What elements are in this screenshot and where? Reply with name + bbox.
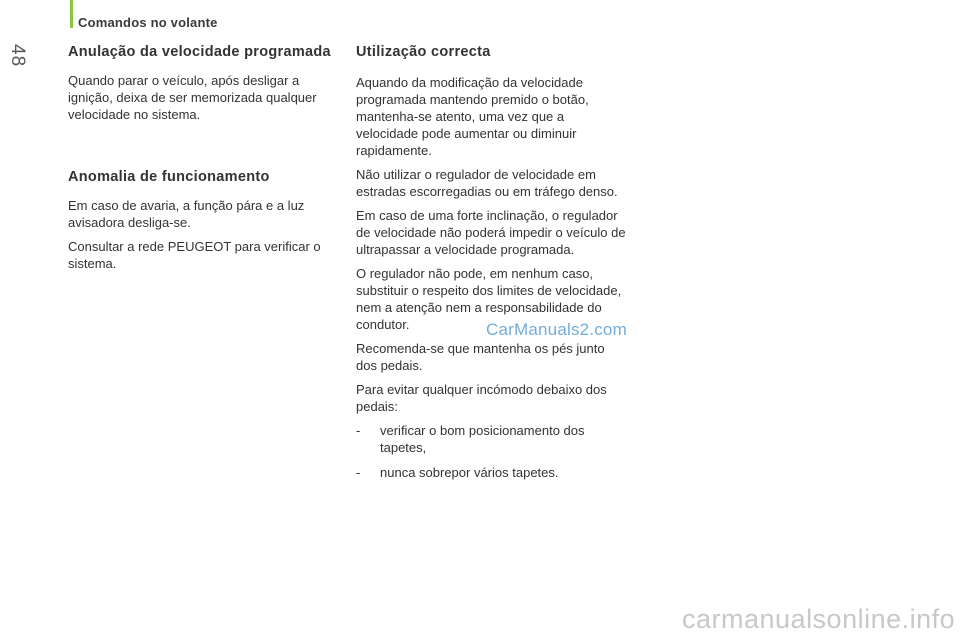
bullet-list: [356, 422, 628, 481]
list-item: [356, 464, 628, 481]
paragraph: Aquando da modificação da velocidade programada mantendo premido o botão, mantenha-se atento, uma vez que a velocidade pode aumentar ou diminuir rapidamente.: [356, 75, 589, 158]
watermark-carmanuals2: CarManuals2.com: [486, 320, 627, 339]
list-item: [356, 422, 628, 456]
paragraph: Não utilizar o regulador de velocidade em estradas escorregadias ou em tráfego denso.: [356, 167, 618, 199]
section-malfunction: [68, 169, 340, 272]
dash-bullet: -: [356, 423, 361, 438]
paragraph: Recomenda-se que mantenha os pés junto dos pedais.: [356, 341, 605, 373]
list-item-text: nunca sobrepor vários tapetes.: [380, 465, 559, 480]
section-speed-cancel: [68, 44, 340, 123]
section-title-malfunction: Anomalia de funcionamento: [68, 169, 270, 185]
header-accent-bar: [70, 0, 73, 28]
watermark-carmanualsonline: carmanualsonline.info: [682, 604, 956, 634]
section-title-correct-use: Utilização correcta: [356, 44, 491, 60]
paragraph: Em caso de avaria, a função pára e a luz avisadora desliga-se.: [68, 198, 305, 230]
paragraph: Em caso de uma forte inclinação, o regulador de velocidade não poderá impedir o veículo de ultrapassar a velocidade programada.: [356, 208, 626, 257]
section-title-speed-cancel: Anulação da velocidade programada: [68, 44, 331, 60]
list-item-text: verificar o bom posicionamento dos tapetes,: [380, 423, 585, 455]
left-column: [68, 44, 340, 279]
page-number: 48: [7, 44, 28, 68]
section-header-title: Comandos no volante: [78, 15, 218, 30]
paragraph: Quando parar o veículo, após desligar a ignição, deixa de ser memorizada qualquer velocidade no sistema.: [68, 73, 317, 122]
paragraph: Consultar a rede PEUGEOT para verificar o sistema.: [68, 239, 321, 271]
dash-bullet: -: [356, 465, 361, 480]
paragraph: Para evitar qualquer incómodo debaixo dos pedais:: [356, 382, 607, 414]
paragraph: O regulador não pode, em nenhum caso, substituir o respeito dos limites de velocidade, nem a atenção nem a responsabilidade do condutor.: [356, 266, 622, 332]
right-column: [356, 44, 628, 489]
